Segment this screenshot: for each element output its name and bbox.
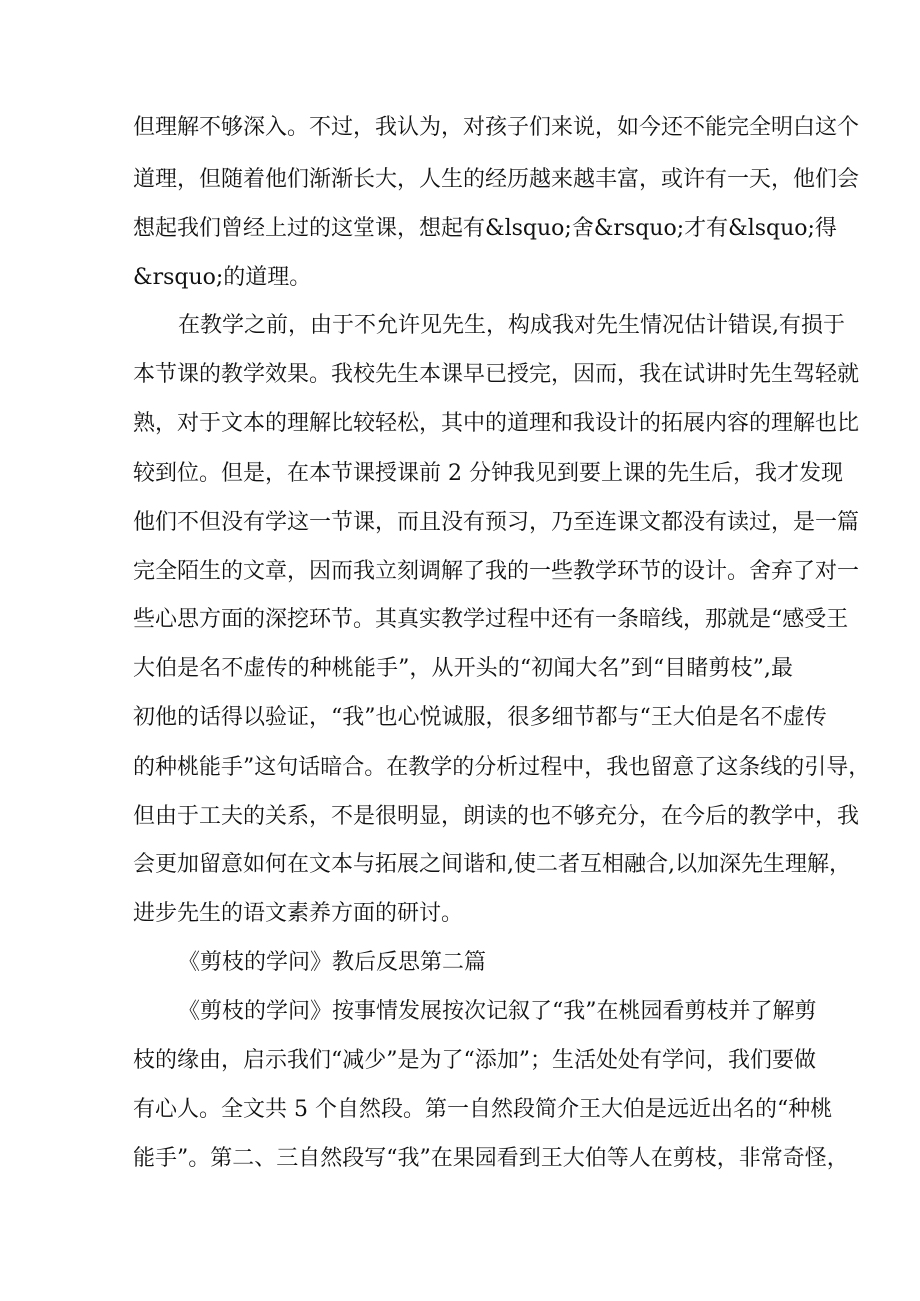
text-line: 的种桃能手”这句话暗合。在教学的分析过程中，我也留意了这条线的引导， <box>133 755 871 780</box>
text-line: 能手”。第二、三自然段写“我”在果园看到王大伯等人在剪枝，非常奇怪， <box>133 1146 849 1171</box>
paragraph-first-line: 《剪枝的学问》按事情发展按次记叙了“我”在桃园看剪枝并了解剪 <box>178 999 817 1024</box>
section-heading: 《剪枝的学问》教后反思第二篇 <box>178 950 487 975</box>
text-line: 较到位。但是，在本节课授课前 2 分钟我见到要上课的先生后，我才发现 <box>133 461 843 486</box>
text-line: 有心人。全文共 5 个自然段。第一自然段简介王大伯是远近出名的“种桃 <box>133 1097 833 1122</box>
text-line: 枝的缘由，启示我们“减少”是为了“添加”；生活处处有学问，我们要做 <box>133 1048 816 1073</box>
text-line: 大伯是名不虚传的种桃能手”，从开头的“初闻大名”到“目睹剪枝”,最 <box>133 656 793 681</box>
text-line: &rsquo;的道理。 <box>133 265 312 290</box>
text-line: 道理，但随着他们渐渐长大，人生的经历越来越丰富，或许有一天，他们会 <box>133 167 860 192</box>
text-line: 他们不但没有学这一节课，而且没有预习，乃至连课文都没有读过，是一篇 <box>133 510 860 535</box>
text-line: 本节课的教学效果。我校先生本课早已授完，因而，我在试讲时先生驾轻就 <box>133 362 860 387</box>
text-line: 些心思方面的深挖环节。其真实教学过程中还有一条暗线，那就是“感受王 <box>133 607 849 632</box>
text-line: 完全陌生的文章，因而我立刻调解了我的一些教学环节的设计。舍弃了对一 <box>133 559 860 584</box>
text-line: 熟，对于文本的理解比较轻松，其中的道理和我设计的拓展内容的理解也比 <box>133 411 860 436</box>
text-line: 想起我们曾经上过的这堂课，想起有&lsquo;舍&rsquo;才有&lsquo;得 <box>133 216 837 241</box>
text-line: 会更加留意如何在文本与拓展之间谐和,使二者互相融合,以加深先生理解， <box>133 852 851 877</box>
paragraph-first-line: 在教学之前，由于不允许见先生，构成我对先生情况估计错误,有损于 <box>178 313 845 338</box>
text-line: 但由于工夫的关系，不是很明显，朗读的也不够充分，在今后的教学中，我 <box>133 804 860 829</box>
text-line: 初他的话得以验证，“我”也心悦诚服，很多细节都与“王大伯是名不虚传 <box>133 705 827 730</box>
text-line: 进步先生的语文素养方面的研讨。 <box>133 901 464 926</box>
text-line: 但理解不够深入。不过，我认为，对孩子们来说，如今还不能完全明白这个 <box>133 115 860 140</box>
